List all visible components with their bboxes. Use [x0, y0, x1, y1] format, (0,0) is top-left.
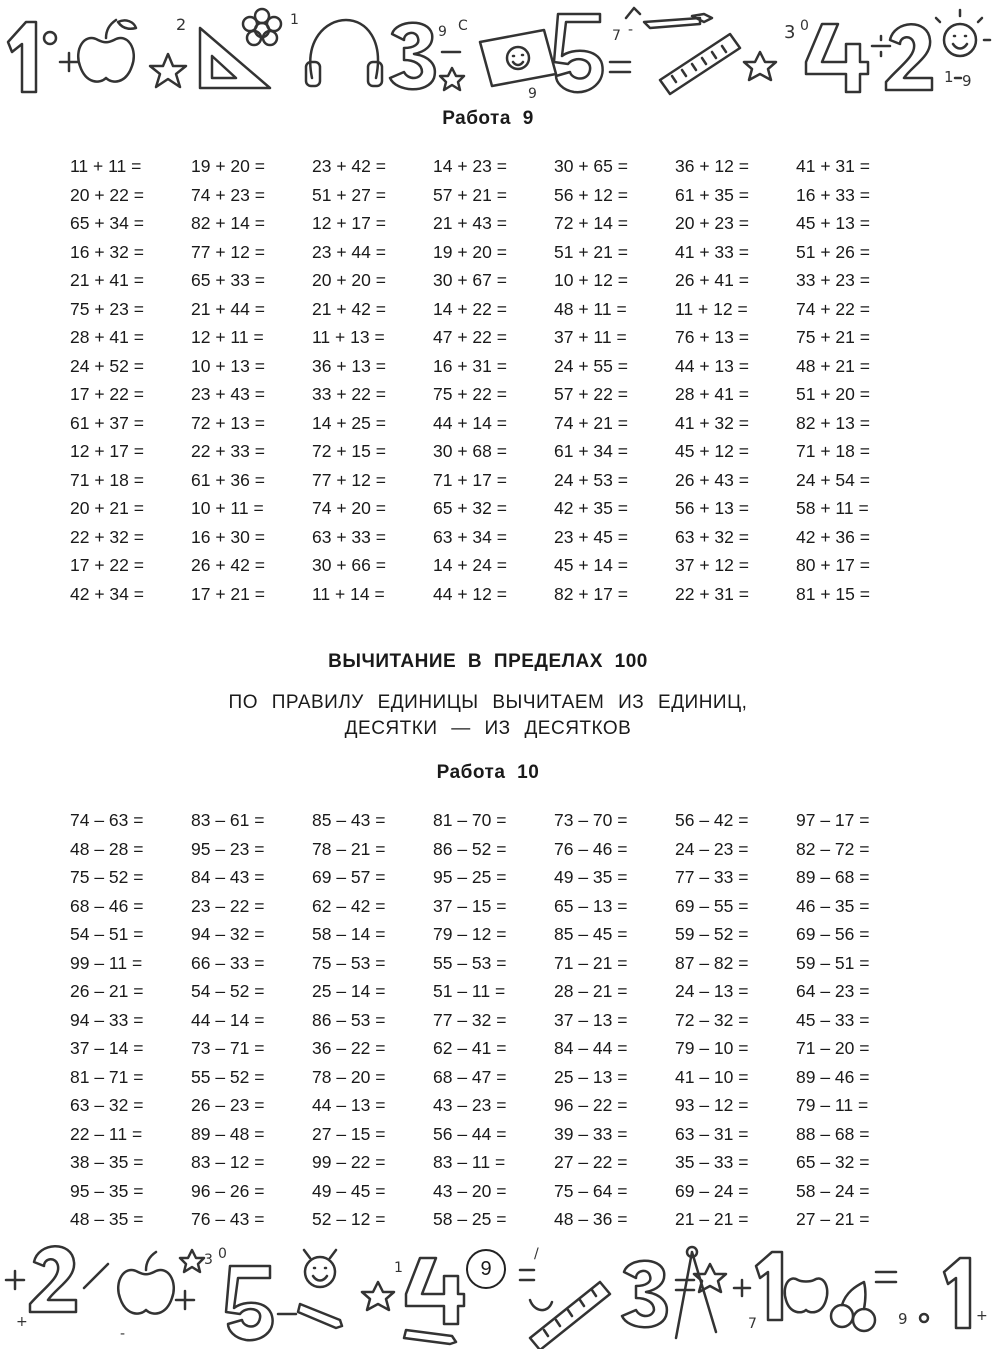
addition-exercise: 24 + 55 =	[554, 355, 628, 376]
subtraction-exercise: 96 – 22 =	[554, 1095, 628, 1115]
addition-exercise: 75 + 23 =	[70, 298, 144, 319]
addition-exercise: 12 + 17 =	[70, 441, 144, 461]
addition-exercise: 61 + 37 =	[70, 412, 144, 433]
subtraction-exercise: 84 – 43 =	[191, 867, 265, 887]
addition-exercise: 26 + 41 =	[675, 270, 749, 290]
addition-exercise: 30 + 66 =	[312, 555, 386, 575]
subtraction-exercise: 83 – 12 =	[191, 1152, 265, 1172]
rule-line-1: ПО ПРАВИЛУ ЕДИНИЦЫ ВЫЧИТАЕМ ИЗ ЕДИНИЦ,	[228, 692, 748, 713]
subtraction-exercise: 64 – 23 =	[796, 981, 870, 1001]
subtraction-exercise: 58 – 25 =	[433, 1209, 507, 1229]
addition-exercise: 17 + 22 =	[70, 555, 144, 575]
addition-exercise: 22 + 32 =	[70, 526, 144, 547]
addition-exercise: 24 + 53 =	[554, 469, 628, 490]
subtraction-exercise: 73 – 71 =	[191, 1038, 265, 1058]
svg-text:+: +	[976, 1308, 988, 1324]
addition-exercise: 74 + 21 =	[554, 412, 628, 433]
subtraction-exercise: 43 – 20 =	[433, 1180, 507, 1201]
addition-exercise: 26 + 43 =	[675, 469, 749, 490]
top-decorative-border	[0, 0, 1000, 100]
svg-text:9: 9	[898, 1310, 908, 1328]
addition-exercise: 24 + 54 =	[796, 469, 870, 490]
subtraction-exercise: 79 – 10 =	[675, 1038, 749, 1058]
addition-exercise: 74 + 23 =	[191, 184, 265, 205]
subtraction-exercise: 35 – 33 =	[675, 1152, 749, 1172]
addition-exercise: 16 + 32 =	[70, 241, 144, 262]
addition-exercise: 16 + 33 =	[796, 184, 870, 205]
subtraction-exercise: 68 – 47 =	[433, 1066, 507, 1087]
subtraction-exercise: 99 – 22 =	[312, 1152, 386, 1172]
subtraction-exercise: 73 – 70 =	[554, 810, 628, 830]
addition-exercise: 45 + 14 =	[554, 555, 628, 575]
addition-exercise: 11 + 11 =	[70, 156, 142, 176]
addition-exercise: 23 + 45 =	[554, 526, 628, 547]
addition-exercise: 10 + 11 =	[191, 498, 264, 518]
svg-text:-: -	[120, 1326, 126, 1342]
subtraction-exercise: 56 – 44 =	[433, 1123, 507, 1144]
subtraction-exercise: 77 – 33 =	[675, 867, 749, 887]
subtraction-exercise: 39 – 33 =	[554, 1123, 628, 1144]
subtraction-exercise: 74 – 63 =	[70, 810, 144, 830]
addition-exercise: 51 + 27 =	[312, 184, 386, 205]
subtraction-exercise: 26 – 21 =	[70, 981, 144, 1001]
subtraction-exercise: 69 – 57 =	[312, 867, 386, 887]
addition-exercise: 28 + 41 =	[70, 327, 144, 347]
addition-exercise: 77 + 12 =	[191, 241, 265, 262]
subtraction-exercise: 86 – 53 =	[312, 1009, 386, 1030]
svg-text:/: /	[534, 1246, 539, 1262]
subtraction-exercise: 79 – 12 =	[433, 924, 507, 944]
subtraction-exercise: 71 – 20 =	[796, 1038, 870, 1058]
svg-text:1: 1	[944, 68, 954, 86]
subtraction-exercise: 44 – 13 =	[312, 1095, 386, 1115]
subtraction-exercise: 59 – 51 =	[796, 952, 870, 973]
subtraction-exercise: 81 – 71 =	[70, 1066, 144, 1087]
addition-exercise: 30 + 68 =	[433, 441, 507, 461]
addition-exercise: 11 + 14 =	[312, 583, 385, 604]
subtraction-exercise: 89 – 68 =	[796, 867, 870, 887]
subtraction-exercise: 24 – 13 =	[675, 981, 749, 1001]
subtraction-exercise: 83 – 61 =	[191, 810, 265, 830]
subtraction-exercise: 94 – 33 =	[70, 1009, 144, 1030]
subtraction-exercise: 48 – 35 =	[70, 1209, 144, 1229]
addition-exercise: 74 + 22 =	[796, 298, 870, 319]
subtraction-exercise: 45 – 33 =	[796, 1009, 870, 1030]
addition-exercise: 23 + 44 =	[312, 241, 386, 262]
addition-exercise: 14 + 22 =	[433, 298, 507, 319]
addition-exercise: 58 + 11 =	[796, 498, 869, 518]
addition-exercise: 14 + 24 =	[433, 555, 507, 575]
addition-exercise: 36 + 12 =	[675, 156, 749, 176]
subtraction-exercise: 81 – 70 =	[433, 810, 507, 830]
svg-text:7: 7	[612, 28, 621, 44]
svg-text:7: 7	[748, 1316, 757, 1332]
subtraction-exercise: 77 – 32 =	[433, 1009, 507, 1030]
subtraction-exercise: 63 – 32 =	[70, 1095, 144, 1115]
addition-exercise: 30 + 67 =	[433, 270, 507, 290]
addition-exercise: 37 + 12 =	[675, 555, 749, 575]
addition-exercise: 36 + 13 =	[312, 355, 386, 376]
subtraction-exercise: 95 – 23 =	[191, 838, 265, 859]
addition-exercise: 65 + 33 =	[191, 270, 265, 290]
addition-exercise: 80 + 17 =	[796, 555, 870, 575]
subtraction-exercise: 82 – 72 =	[796, 838, 870, 859]
subtraction-exercise: 51 – 11 =	[433, 981, 506, 1001]
subtraction-exercise: 58 – 14 =	[312, 924, 386, 944]
addition-exercise: 61 + 34 =	[554, 441, 628, 461]
subtraction-exercise: 88 – 68 =	[796, 1123, 870, 1144]
addition-exercise: 42 + 35 =	[554, 498, 628, 518]
subtraction-exercise: 76 – 43 =	[191, 1209, 265, 1229]
addition-exercise: 81 + 15 =	[796, 583, 870, 604]
addition-exercise: 37 + 11 =	[554, 327, 627, 347]
addition-exercise: 21 + 41 =	[70, 270, 144, 290]
addition-exercise: 20 + 23 =	[675, 213, 749, 233]
addition-exercise: 65 + 34 =	[70, 213, 144, 233]
addition-exercise: 14 + 25 =	[312, 412, 386, 433]
subtraction-exercise: 37 – 14 =	[70, 1038, 144, 1058]
addition-exercise: 74 + 20 =	[312, 498, 386, 518]
addition-exercise: 20 + 22 =	[70, 184, 144, 205]
subtraction-exercise: 28 – 21 =	[554, 981, 628, 1001]
svg-text:0: 0	[218, 1246, 227, 1262]
svg-text:+: +	[16, 1314, 28, 1330]
subtraction-exercise: 75 – 53 =	[312, 952, 386, 973]
subtraction-exercise: 36 – 22 =	[312, 1038, 386, 1058]
addition-exercise: 17 + 22 =	[70, 384, 144, 404]
addition-exercise: 19 + 20 =	[191, 156, 265, 176]
svg-text:C: C	[458, 18, 468, 34]
addition-exercise: 75 + 22 =	[433, 384, 507, 404]
addition-exercise: 56 + 13 =	[675, 498, 749, 518]
subtraction-exercise: 83 – 11 =	[433, 1152, 506, 1172]
subtraction-exercise: 54 – 52 =	[191, 981, 265, 1001]
subtraction-exercise: 95 – 25 =	[433, 867, 507, 887]
subtraction-exercise: 38 – 35 =	[70, 1152, 144, 1172]
addition-exercise: 44 + 14 =	[433, 412, 507, 433]
addition-exercise: 11 + 12 =	[675, 298, 748, 319]
addition-exercise: 28 + 41 =	[675, 384, 749, 404]
subtraction-exercise: 87 – 82 =	[675, 952, 749, 973]
subtraction-exercise: 75 – 52 =	[70, 867, 144, 887]
subtraction-exercise: 62 – 42 =	[312, 895, 386, 916]
addition-exercise: 71 + 17 =	[433, 469, 507, 490]
addition-exercise: 75 + 21 =	[796, 327, 870, 347]
subtraction-exercise: 66 – 33 =	[191, 952, 265, 973]
subtraction-exercise: 94 – 32 =	[191, 924, 265, 944]
addition-exercises-grid	[70, 152, 920, 608]
addition-exercise: 51 + 20 =	[796, 384, 870, 404]
addition-exercise: 23 + 42 =	[312, 156, 386, 176]
addition-exercise: 61 + 36 =	[191, 469, 265, 490]
subtraction-exercise: 44 – 14 =	[191, 1009, 265, 1030]
addition-exercise: 16 + 31 =	[433, 355, 507, 376]
addition-exercise: 72 + 15 =	[312, 441, 386, 461]
addition-exercise: 41 + 31 =	[796, 156, 870, 176]
addition-exercise: 19 + 20 =	[433, 241, 507, 262]
addition-exercise: 76 + 13 =	[675, 327, 749, 347]
subtraction-exercise: 56 – 42 =	[675, 810, 749, 830]
addition-exercise: 44 + 12 =	[433, 583, 507, 604]
subtraction-heading: ВЫЧИТАНИЕ В ПРЕДЕЛАХ 100	[328, 651, 648, 672]
addition-exercise: 33 + 22 =	[312, 384, 386, 404]
section9-title: Работа 9	[442, 108, 534, 129]
subtraction-exercise: 52 – 12 =	[312, 1209, 386, 1229]
subtraction-exercise: 43 – 23 =	[433, 1095, 507, 1115]
subtraction-exercise: 48 – 28 =	[70, 838, 144, 859]
section10-title: Работа 10	[436, 762, 540, 783]
addition-exercise: 42 + 34 =	[70, 583, 144, 604]
page-number: 9	[466, 1249, 506, 1289]
addition-exercise: 63 + 32 =	[675, 526, 749, 547]
subtraction-exercise: 68 – 46 =	[70, 895, 144, 916]
subtraction-exercise: 65 – 13 =	[554, 895, 628, 916]
subtraction-exercise: 59 – 52 =	[675, 924, 749, 944]
subtraction-exercise: 48 – 36 =	[554, 1209, 628, 1229]
addition-exercise: 33 + 23 =	[796, 270, 870, 290]
subtraction-exercise: 71 – 21 =	[554, 952, 628, 973]
addition-exercise: 82 + 17 =	[554, 583, 628, 604]
addition-exercise: 12 + 11 =	[191, 327, 264, 347]
addition-exercise: 48 + 11 =	[554, 298, 627, 319]
subtraction-exercise: 69 – 56 =	[796, 924, 870, 944]
addition-exercise: 22 + 31 =	[675, 583, 749, 604]
subtraction-exercise: 37 – 13 =	[554, 1009, 628, 1030]
addition-exercise: 10 + 12 =	[554, 270, 628, 290]
rule-line-2: ДЕСЯТКИ — ИЗ ДЕСЯТКОВ	[344, 718, 632, 739]
subtraction-exercise: 25 – 13 =	[554, 1066, 628, 1087]
addition-exercise: 11 + 13 =	[312, 327, 385, 347]
addition-exercise: 12 + 17 =	[312, 213, 386, 233]
subtraction-exercises-grid	[70, 806, 920, 1234]
subtraction-exercise: 62 – 41 =	[433, 1038, 507, 1058]
subtraction-exercise: 89 – 46 =	[796, 1066, 870, 1087]
addition-exercise: 77 + 12 =	[312, 469, 386, 490]
addition-exercise: 45 + 13 =	[796, 213, 870, 233]
addition-exercise: 41 + 32 =	[675, 412, 749, 433]
addition-exercise: 21 + 44 =	[191, 298, 265, 319]
subtraction-exercise: 46 – 35 =	[796, 895, 870, 916]
svg-text:0: 0	[800, 18, 809, 34]
addition-exercise: 72 + 13 =	[191, 412, 265, 433]
subtraction-exercise: 86 – 52 =	[433, 838, 507, 859]
addition-exercise: 21 + 42 =	[312, 298, 386, 319]
svg-text:2: 2	[176, 15, 187, 34]
addition-exercise: 16 + 30 =	[191, 526, 265, 547]
svg-text:9: 9	[528, 86, 537, 100]
addition-exercise: 63 + 33 =	[312, 526, 386, 547]
addition-exercise: 72 + 14 =	[554, 213, 628, 233]
subtraction-exercise: 93 – 12 =	[675, 1095, 749, 1115]
subtraction-exercise: 89 – 48 =	[191, 1123, 265, 1144]
subtraction-exercise: 23 – 22 =	[191, 895, 265, 916]
addition-exercise: 30 + 65 =	[554, 156, 628, 176]
subtraction-exercise: 63 – 31 =	[675, 1123, 749, 1144]
subtraction-exercise: 55 – 52 =	[191, 1066, 265, 1087]
addition-exercise: 56 + 12 =	[554, 184, 628, 205]
svg-text:3: 3	[784, 22, 796, 43]
addition-exercise: 21 + 43 =	[433, 213, 507, 233]
addition-exercise: 57 + 22 =	[554, 384, 628, 404]
addition-exercise: 61 + 35 =	[675, 184, 749, 205]
subtraction-exercise: 76 – 46 =	[554, 838, 628, 859]
addition-exercise: 14 + 23 =	[433, 156, 507, 176]
addition-exercise: 51 + 26 =	[796, 241, 870, 262]
svg-text:-: -	[628, 22, 634, 38]
subtraction-rule	[0, 690, 976, 742]
subtraction-exercise: 97 – 17 =	[796, 810, 870, 830]
addition-exercise: 47 + 22 =	[433, 327, 507, 347]
subtraction-exercise: 22 – 11 =	[70, 1123, 143, 1144]
subtraction-exercise: 41 – 10 =	[675, 1066, 749, 1087]
addition-exercise: 63 + 34 =	[433, 526, 507, 547]
subtraction-exercise: 27 – 22 =	[554, 1152, 628, 1172]
subtraction-exercise: 85 – 45 =	[554, 924, 628, 944]
subtraction-exercise: 85 – 43 =	[312, 810, 386, 830]
subtraction-exercise: 25 – 14 =	[312, 981, 386, 1001]
addition-exercise: 44 + 13 =	[675, 355, 749, 376]
addition-exercise: 82 + 13 =	[796, 412, 870, 433]
addition-exercise: 71 + 18 =	[70, 469, 144, 490]
svg-text:3: 3	[204, 1252, 213, 1268]
subtraction-exercise: 58 – 24 =	[796, 1180, 870, 1201]
addition-exercise: 65 + 32 =	[433, 498, 507, 518]
subtraction-exercise: 24 – 23 =	[675, 838, 749, 859]
subtraction-exercise: 27 – 15 =	[312, 1123, 386, 1144]
subtraction-exercise: 54 – 51 =	[70, 924, 144, 944]
subtraction-exercise: 69 – 55 =	[675, 895, 749, 916]
svg-text:9: 9	[962, 72, 972, 90]
addition-exercise: 48 + 21 =	[796, 355, 870, 376]
bottom-decorative-border	[0, 1228, 1000, 1349]
subtraction-exercise: 37 – 15 =	[433, 895, 507, 916]
subtraction-exercise: 26 – 23 =	[191, 1095, 265, 1115]
svg-text:1: 1	[394, 1260, 403, 1276]
addition-exercise: 82 + 14 =	[191, 213, 265, 233]
subtraction-exercise: 49 – 35 =	[554, 867, 628, 887]
subtraction-exercise: 72 – 32 =	[675, 1009, 749, 1030]
subtraction-exercise: 65 – 32 =	[796, 1152, 870, 1172]
subtraction-exercise: 95 – 35 =	[70, 1180, 144, 1201]
addition-exercise: 22 + 33 =	[191, 441, 265, 461]
addition-exercise: 57 + 21 =	[433, 184, 507, 205]
subtraction-exercise: 79 – 11 =	[796, 1095, 869, 1115]
subtraction-exercise: 99 – 11 =	[70, 952, 143, 973]
addition-exercise: 26 + 42 =	[191, 555, 265, 575]
subtraction-exercise: 96 – 26 =	[191, 1180, 265, 1201]
addition-exercise: 71 + 18 =	[796, 441, 870, 461]
subtraction-exercise: 84 – 44 =	[554, 1038, 628, 1058]
svg-text:1: 1	[290, 12, 299, 28]
subtraction-exercise: 78 – 21 =	[312, 838, 386, 859]
subtraction-exercise: 78 – 20 =	[312, 1066, 386, 1087]
svg-text:9: 9	[438, 24, 447, 40]
subtraction-exercise: 55 – 53 =	[433, 952, 507, 973]
addition-exercise: 10 + 13 =	[191, 355, 265, 376]
subtraction-exercise: 75 – 64 =	[554, 1180, 628, 1201]
addition-exercise: 42 + 36 =	[796, 526, 870, 547]
addition-exercise: 51 + 21 =	[554, 241, 628, 262]
addition-exercise: 41 + 33 =	[675, 241, 749, 262]
subtraction-exercise: 27 – 21 =	[796, 1209, 870, 1229]
addition-exercise: 20 + 21 =	[70, 498, 144, 518]
addition-exercise: 45 + 12 =	[675, 441, 749, 461]
addition-exercise: 24 + 52 =	[70, 355, 144, 376]
subtraction-exercise: 69 – 24 =	[675, 1180, 749, 1201]
addition-exercise: 20 + 20 =	[312, 270, 386, 290]
subtraction-exercise: 49 – 45 =	[312, 1180, 386, 1201]
addition-exercise: 23 + 43 =	[191, 384, 265, 404]
subtraction-exercise: 21 – 21 =	[675, 1209, 749, 1229]
addition-exercise: 17 + 21 =	[191, 583, 265, 604]
